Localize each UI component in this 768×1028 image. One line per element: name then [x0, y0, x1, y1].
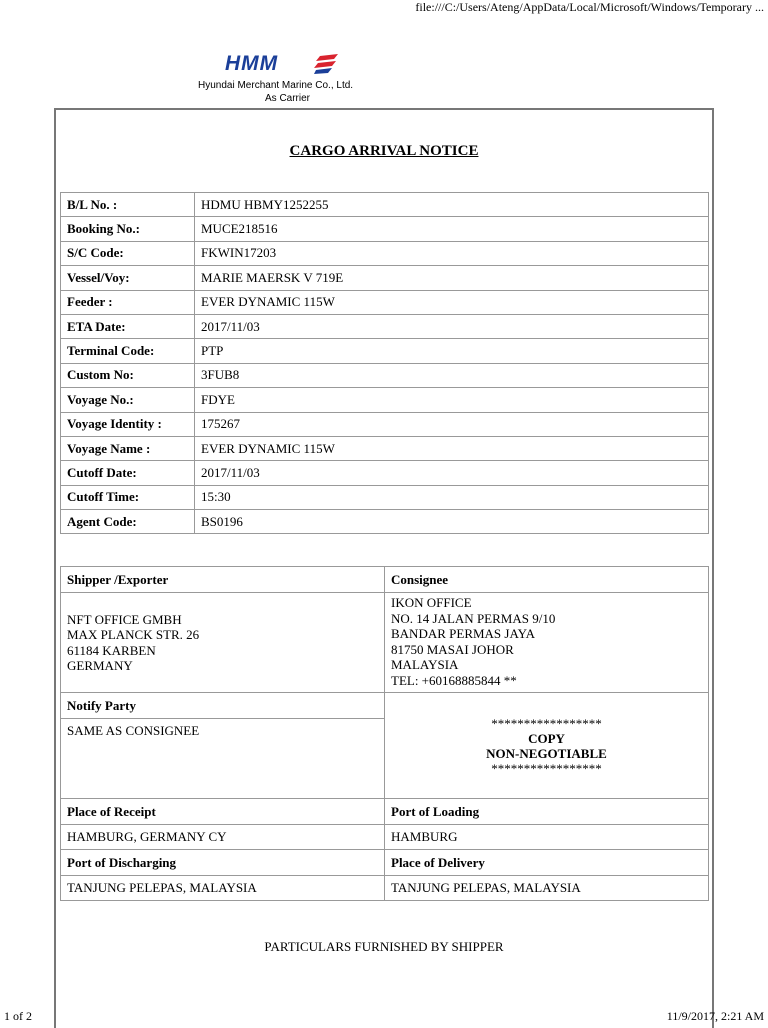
- field-label: Cutoff Date:: [61, 461, 195, 485]
- consignee-address: [385, 593, 709, 693]
- port-of-discharging-value: TANJUNG PELEPAS, MALAYSIA: [61, 876, 385, 901]
- browser-url: file:///C:/Users/Ateng/AppData/Local/Microsoft/Windows/Temporary ...: [415, 0, 764, 14]
- address-line: 61184 KARBEN: [67, 642, 156, 658]
- field-value: 3FUB8: [195, 363, 709, 387]
- place-of-receipt-value: HAMBURG, GERMANY CY: [61, 825, 385, 850]
- table-row: [61, 510, 709, 534]
- notify-party-value: SAME AS CONSIGNEE: [61, 719, 385, 799]
- print-timestamp: 11/9/2017, 2:21 AM: [666, 1009, 764, 1023]
- place-of-receipt-label: Place of Receipt: [61, 799, 385, 825]
- stamp-stars-top: *****************: [491, 715, 602, 731]
- field-label: Custom No:: [61, 363, 195, 387]
- logo-flag-icon: [314, 54, 338, 74]
- table-row: [61, 266, 709, 290]
- page-indicator: 1 of 2: [4, 1009, 32, 1023]
- field-value: PTP: [195, 339, 709, 363]
- hmm-logo: [225, 52, 345, 76]
- field-value: 15:30: [195, 485, 709, 509]
- address-line: GERMANY: [67, 658, 133, 673]
- field-label: Cutoff Time:: [61, 485, 195, 509]
- place-of-delivery-value: TANJUNG PELEPAS, MALAYSIA: [385, 876, 709, 901]
- table-row: [61, 567, 709, 593]
- port-of-discharging-label: Port of Discharging: [61, 850, 385, 876]
- address-line: NO. 14 JALAN PERMAS 9/10: [391, 610, 556, 626]
- field-label: Voyage Identity :: [61, 412, 195, 436]
- address-line: BANDAR PERMAS JAYA: [391, 626, 536, 641]
- address-line: MAX PLANCK STR. 26: [67, 627, 200, 642]
- field-label: Vessel/Voy:: [61, 266, 195, 290]
- field-label: S/C Code:: [61, 241, 195, 265]
- table-row: [61, 388, 709, 412]
- field-value: BS0196: [195, 510, 709, 534]
- shipper-address: [61, 593, 385, 693]
- table-row: [61, 241, 709, 265]
- address-line: NFT OFFICE GMBH: [67, 611, 182, 627]
- field-label: Terminal Code:: [61, 339, 195, 363]
- particulars-heading: PARTICULARS FURNISHED BY SHIPPER: [264, 939, 504, 954]
- table-row: [61, 363, 709, 387]
- field-label: Voyage Name :: [61, 436, 195, 460]
- table-row: [61, 485, 709, 509]
- field-label: B/L No. :: [61, 193, 195, 217]
- company-name: Hyundai Merchant Marine Co., Ltd.: [198, 80, 354, 91]
- document-title: CARGO ARRIVAL NOTICE: [289, 143, 479, 159]
- table-row: [61, 217, 709, 241]
- field-value: EVER DYNAMIC 115W: [195, 436, 709, 460]
- field-value: 2017/11/03: [195, 461, 709, 485]
- copy-stamp: [385, 693, 709, 799]
- field-value: FDYE: [195, 388, 709, 412]
- table-row: [61, 850, 709, 876]
- stamp-stars-bottom: *****************: [491, 760, 602, 776]
- field-label: ETA Date:: [61, 314, 195, 338]
- field-value: EVER DYNAMIC 115W: [195, 290, 709, 314]
- table-row: [61, 436, 709, 460]
- field-label: Agent Code:: [61, 510, 195, 534]
- shipper-label: Shipper /Exporter: [61, 567, 385, 593]
- table-row: [61, 593, 709, 693]
- field-value: 175267: [195, 412, 709, 436]
- address-line: IKON OFFICE: [391, 595, 472, 610]
- stamp-copy: COPY: [528, 730, 565, 746]
- carrier-role: As Carrier: [265, 93, 311, 104]
- table-row: [61, 825, 709, 850]
- field-label: Feeder :: [61, 290, 195, 314]
- table-row: [61, 314, 709, 338]
- stamp-non-negotiable: NON-NEGOTIABLE: [486, 745, 607, 761]
- parties-table: [60, 566, 709, 901]
- table-row: [61, 461, 709, 485]
- field-value: MUCE218516: [195, 217, 709, 241]
- field-label: Booking No.:: [61, 217, 195, 241]
- field-value: HDMU HBMY1252255: [195, 193, 709, 217]
- place-of-delivery-label: Place of Delivery: [385, 850, 709, 876]
- consignee-label: Consignee: [385, 567, 709, 593]
- shipment-info-table: [60, 192, 709, 534]
- table-row: [61, 412, 709, 436]
- logo-text: HMM: [225, 52, 279, 75]
- table-row: [61, 193, 709, 217]
- table-row: [61, 799, 709, 825]
- table-row: [61, 876, 709, 901]
- address-line: TEL: +60168885844 **: [391, 672, 517, 688]
- address-line: MALAYSIA: [391, 657, 459, 672]
- field-value: FKWIN17203: [195, 241, 709, 265]
- port-of-loading-value: HAMBURG: [385, 825, 709, 850]
- port-of-loading-label: Port of Loading: [385, 799, 709, 825]
- field-value: MARIE MAERSK V 719E: [195, 266, 709, 290]
- field-label: Voyage No.:: [61, 388, 195, 412]
- address-line: 81750 MASAI JOHOR: [391, 641, 514, 657]
- table-row: [61, 290, 709, 314]
- notify-party-label: Notify Party: [61, 693, 385, 719]
- table-row: [61, 339, 709, 363]
- field-value: 2017/11/03: [195, 314, 709, 338]
- table-row: [61, 693, 709, 719]
